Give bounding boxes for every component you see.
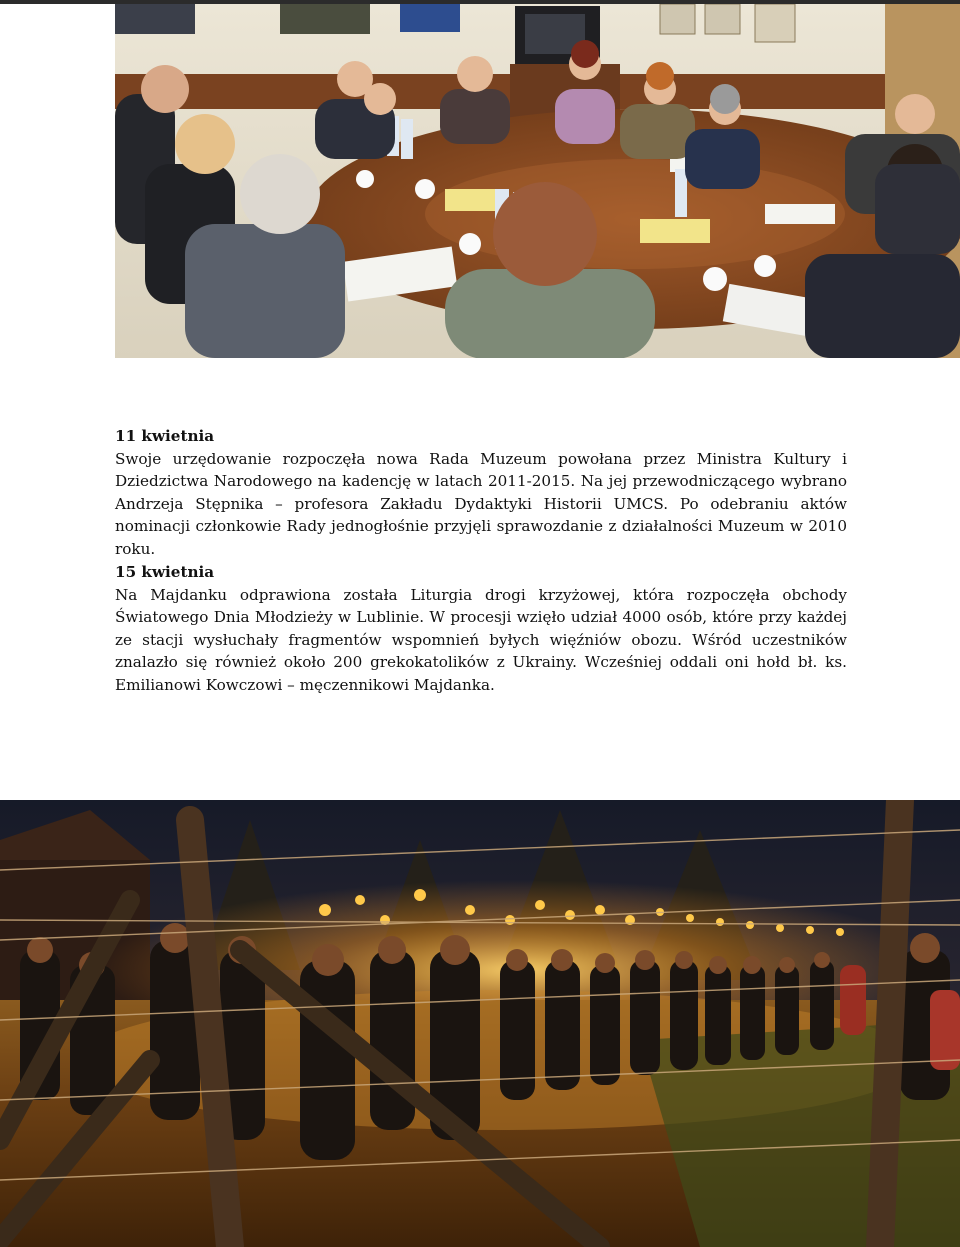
meeting-photo <box>115 4 960 358</box>
entry-text: Na Majdanku odprawiona została Liturgia drogi krzyżowej, która rozpoczęła obchody Światowego Dnia Młodzieży w Lublinie. W procesji wzięło udział 4000 osób, które przy każdej ze stacji wysłuchały fragmentów wspomnień byłych więźniów obozu. Wśród uczestników znalazło się również około 200 grekokatolików z Ukrainy. Wcześniej oddali oni hołd bł. ks. Emilianowi Kowczowi – męczennikowi Majdanka. <box>115 585 847 694</box>
entry-text: Swoje urzędowanie rozpoczęła nowa Rada Muzeum powołana przez Ministra Kultury i Dziedzictwa Narodowego na kadencję w latach 2011-2015. Na jej przewodniczącego wybrano Andrzeja Stępnika – profesora Zakładu Dydaktyki Historii UMCS. Po odebraniu aktów nominacji członkowie Rady jednogłośnie przyjęli sprawozdanie z działalności Muzeum w 2010 roku. <box>115 449 847 558</box>
entry-date: 15 kwietnia <box>115 563 215 581</box>
entry-april-15 <box>115 561 847 696</box>
entry-april-11 <box>115 425 847 560</box>
entry-date: 11 kwietnia <box>115 427 215 445</box>
procession-photo <box>0 800 960 1247</box>
